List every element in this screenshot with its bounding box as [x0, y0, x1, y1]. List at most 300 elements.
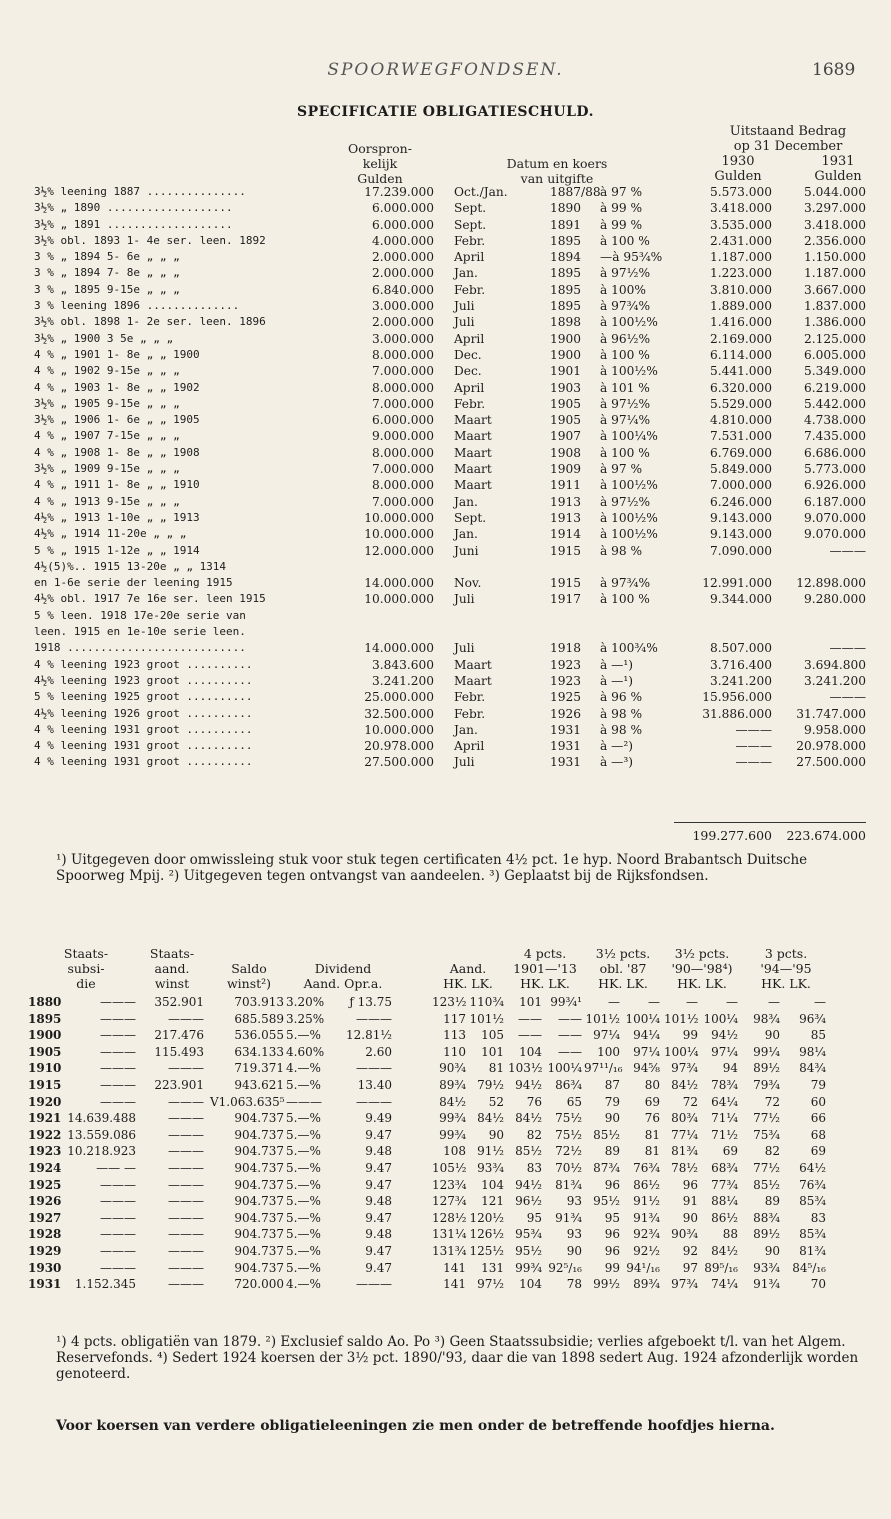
cell-lk2: 81¾	[555, 1177, 582, 1192]
cell-saldo: 904.737	[234, 1111, 284, 1126]
cell-v1930: 3.810.000	[709, 282, 772, 297]
header-aandeel	[140, 946, 204, 991]
cell-hk4: 96	[682, 1177, 698, 1192]
table-row	[34, 674, 866, 690]
cell-v1930: 5.573.000	[709, 185, 772, 199]
cell-lk3: 89¾	[633, 1277, 660, 1292]
cell-aand: ———	[168, 1243, 204, 1258]
cell-hk5: 85½	[753, 1177, 780, 1192]
cell-year: 1887/88	[550, 185, 601, 199]
cell-lk3: 80	[644, 1077, 660, 1092]
cell-lk2: 99¾¹	[550, 995, 582, 1009]
cell-saldo: 685.589	[234, 1011, 284, 1026]
cell-year: 1905	[550, 413, 582, 428]
cell-orig: 8.000.000	[371, 445, 434, 460]
cell-v1931: 9.070.000	[803, 510, 866, 525]
cell-orig: 7.000.000	[371, 396, 434, 411]
header-line: HK. LK.	[761, 976, 811, 991]
cell-rate: à 100 %	[600, 592, 650, 607]
cell-lk1: 120½	[469, 1210, 504, 1225]
cell-year: 1926	[550, 706, 582, 721]
cell-year: 1911	[550, 478, 582, 493]
cell-hk2: ——	[518, 1028, 542, 1043]
cell-hk5: 75¾	[753, 1127, 780, 1142]
cell-month: Juni	[454, 543, 479, 558]
cell-lk2: 90	[566, 1243, 582, 1258]
cell-v1931: 5.442.000	[803, 396, 866, 411]
table-row	[28, 1144, 868, 1161]
cell-month: Nov.	[454, 576, 482, 591]
header-line: Aand.	[449, 961, 487, 976]
cell-lk2: ——	[558, 1011, 582, 1026]
table-row	[34, 218, 866, 234]
cell-lk1: 104	[481, 1177, 504, 1192]
cell-hk1: 105½	[432, 1160, 467, 1175]
table-row	[34, 185, 866, 201]
cell-rate: à 97¾%	[600, 299, 651, 314]
cell-name: 3½% „ 1906 1- 6e „ „ 1905	[34, 413, 200, 427]
col-header-unit-1931: Gulden	[814, 169, 862, 184]
cell-lk5: 85	[810, 1028, 826, 1043]
cell-lk1: 79½	[477, 1077, 504, 1092]
cell-v1930: 6.320.000	[709, 380, 772, 395]
cell-pct: 5.—%	[286, 1160, 321, 1175]
cell-pct: 5.—%	[286, 1144, 321, 1159]
cell-lk1: 121	[481, 1194, 504, 1209]
cell-lk5: 81¾	[799, 1243, 826, 1258]
col-header-outstanding	[688, 124, 888, 184]
cell-month: April	[454, 380, 485, 395]
cell-hk1: 131¾	[432, 1243, 467, 1258]
table-row	[34, 364, 866, 380]
cell-hk5: 72	[764, 1094, 780, 1109]
cell-name: 4 % „ 1913 9-15e „ „ „	[34, 494, 180, 508]
cell-name: 3 % „ 1894 5- 6e „ „ „	[34, 250, 180, 264]
cell-pct: 4.—%	[286, 1061, 321, 1076]
total-rule	[674, 822, 866, 823]
header-line: aand.	[154, 961, 190, 976]
cell-lk1: 97½	[477, 1277, 504, 1292]
header-line: obl. '87	[599, 961, 647, 976]
cell-y: 1929	[28, 1243, 62, 1258]
cell-rate: à 100½%	[600, 510, 658, 525]
cell-hk1: 84½	[439, 1094, 466, 1109]
cell-rate: à 98 %	[600, 543, 643, 558]
cell-orig: 2.000.000	[371, 266, 434, 281]
table-row	[28, 1211, 868, 1228]
cell-rate: à 97½%	[600, 396, 651, 411]
cell-month: Sept.	[454, 201, 487, 216]
cell-amt: ———	[356, 1277, 392, 1292]
cell-year: 1907	[550, 429, 582, 444]
table-row	[34, 641, 866, 657]
cell-lk1: 110¾	[469, 995, 504, 1009]
cell-v1930: 1.223.000	[709, 266, 772, 281]
cell-amt: 12.81½	[346, 1028, 392, 1043]
cell-aand: ———	[168, 1094, 204, 1109]
cell-lk3: 92½	[633, 1243, 660, 1258]
col-header-original-line: Gulden	[357, 171, 403, 186]
footnote-dividend: ¹) 4 pcts. obligatiën van 1879. ²) Exclusief saldo Ao. Po ³) Geen Staatssubsidie; verlies afgeboekt t/l. van het Algem. Reservefonds. ⁴) Sedert 1924 koersen der 3½ pct. 1890/'93, daar die van 1898 sedert Aug. 1924 afzonderlijk worden genoteerd.	[56, 1334, 859, 1382]
cell-orig: 7.000.000	[371, 494, 434, 509]
cell-lk1: 125½	[469, 1243, 504, 1258]
cell-hk2: 95¾	[515, 1227, 542, 1242]
cell-name: 4 % leening 1931 groot ..........	[34, 739, 253, 753]
cell-name: 3 % „ 1894 7- 8e „ „ „	[34, 266, 180, 280]
cell-name: 3½% obl. 1898 1- 2e ser. leen. 1896	[34, 315, 266, 329]
cell-pct: 4.60%	[286, 1044, 325, 1059]
cell-pct: 5.—%	[286, 1260, 321, 1275]
cell-hk2: 104	[519, 1277, 542, 1292]
cell-v1931: 3.418.000	[803, 217, 866, 232]
cell-rate: à 97¼%	[600, 413, 651, 428]
cell-v1930: 3.716.400	[709, 657, 772, 672]
table-row	[34, 658, 866, 674]
cell-hk2: 96½	[515, 1194, 542, 1209]
cell-v1930: 2.431.000	[709, 233, 772, 248]
total-1931: 223.674.000	[786, 828, 866, 843]
cell-v1931: 6.219.000	[803, 380, 866, 395]
table-row	[28, 1061, 868, 1078]
cell-lk2: ——	[558, 1044, 582, 1059]
cell-hk3: 87¾	[593, 1160, 620, 1175]
cell-v1931: 9.958.000	[803, 722, 866, 737]
cell-rate: à 100½%	[600, 364, 658, 379]
col-header-issue	[452, 156, 662, 186]
cell-y: 1922	[28, 1127, 62, 1142]
cell-name: 3 % „ 1895 9-15e „ „ „	[34, 282, 180, 296]
cell-hk2: 95½	[515, 1243, 542, 1258]
cell-hk3: 90	[604, 1111, 620, 1126]
cell-v1931: 27.500.000	[796, 755, 866, 770]
cell-v1930: 6.769.000	[709, 445, 772, 460]
cell-hk4: 99	[682, 1028, 698, 1043]
table-row	[34, 381, 866, 397]
dividend-price-table	[28, 995, 868, 1294]
cell-saldo: 720.000	[234, 1277, 284, 1292]
cell-lk2: 92⁵/₁₆	[548, 1260, 582, 1275]
header-line: HK. LK.	[443, 976, 493, 991]
cell-v1931: 31.747.000	[796, 706, 866, 721]
cell-lk5: 60	[810, 1094, 826, 1109]
cell-lk2: 91¾	[555, 1210, 582, 1225]
cell-rate: à 100¾%	[600, 641, 658, 656]
cell-pct: 5.—%	[286, 1177, 321, 1192]
header-line: '90—'98⁴)	[671, 961, 733, 976]
cell-hk2: 99¾	[515, 1260, 542, 1275]
cell-amt: 9.47	[365, 1243, 392, 1258]
cell-year: 1909	[550, 462, 582, 477]
cell-amt: 9.49	[365, 1111, 392, 1126]
cell-aand: 352.901	[154, 995, 204, 1009]
cell-hk4: 78½	[671, 1160, 698, 1175]
cell-rate: à —²)	[600, 739, 633, 754]
cell-name: leen. 1915 en 1e-10e serie leen.	[34, 625, 246, 639]
table-row	[28, 1161, 868, 1178]
cell-aand: ———	[168, 1227, 204, 1242]
cell-name: 4 % leening 1923 groot ..........	[34, 657, 253, 671]
cell-saldo: V1.063.635⁵	[210, 1094, 285, 1109]
cell-rate: à 100%	[600, 282, 646, 297]
cell-year: 1918	[550, 641, 582, 656]
cell-hk5: 89½	[753, 1061, 780, 1076]
cell-aand: ———	[168, 1210, 204, 1225]
cell-year: 1903	[550, 380, 582, 395]
cell-v1930: 8.507.000	[709, 641, 772, 656]
cell-hk2: 94½	[515, 1177, 542, 1192]
cell-hk1: 110	[443, 1044, 466, 1059]
cell-sub: ———	[100, 1028, 136, 1043]
cell-hk3: 96	[604, 1177, 620, 1192]
cell-lk3: 91½	[633, 1194, 660, 1209]
cell-y: 1930	[28, 1260, 62, 1275]
cell-month: Maart	[454, 657, 492, 672]
cell-aand: ———	[168, 1127, 204, 1142]
cell-v1930: 9.143.000	[709, 510, 772, 525]
cell-hk1: 90¾	[439, 1061, 466, 1076]
cell-lk4: 69	[722, 1144, 738, 1159]
cell-hk2: ——	[518, 1011, 542, 1026]
cell-lk4: 86½	[711, 1210, 738, 1225]
cell-y: 1931	[28, 1277, 62, 1292]
cell-rate: à —¹)	[600, 657, 633, 672]
cell-pct: ———	[286, 1094, 322, 1109]
total-1930: 199.277.600	[692, 828, 772, 843]
header-line: 4 pcts.	[523, 946, 567, 961]
table-row	[34, 625, 866, 641]
cell-name: 4½% „ 1914 11-20e „ „ „	[34, 527, 187, 541]
cell-rate: à 100½%	[600, 527, 658, 542]
cell-lk5: 96¾	[799, 1011, 826, 1026]
header-line: Staats-	[63, 946, 109, 961]
footnote-reference: Voor koersen van verdere obligatieleeningen zie men onder de betreffende hoofdjes hierna.	[56, 1418, 775, 1434]
cell-sub: ———	[100, 1194, 136, 1209]
header-line: Dividend	[314, 961, 372, 976]
cell-name: 4½(5)%.. 1915 13-20e „ „ 1314	[34, 559, 227, 573]
cell-hk3: 95½	[593, 1194, 620, 1209]
cell-hk1: 141	[443, 1277, 466, 1292]
cell-sub: ———	[100, 1227, 136, 1242]
cell-lk4: —	[726, 995, 738, 1009]
cell-rate: à 100 %	[600, 445, 650, 460]
header-4pct	[506, 946, 584, 991]
cell-hk5: 77½	[753, 1160, 780, 1175]
cell-aand: ———	[168, 1144, 204, 1159]
cell-year: 1895	[550, 266, 582, 281]
cell-orig: 27.500.000	[364, 755, 434, 770]
cell-sub: 1.152.345	[74, 1277, 136, 1292]
table-row	[34, 462, 866, 478]
cell-v1930: 12.991.000	[702, 576, 772, 591]
cell-year: 1900	[550, 347, 582, 362]
cell-amt: 9.48	[365, 1144, 392, 1159]
cell-lk5: 64½	[799, 1160, 826, 1175]
cell-lk3: 94¹/₁₆	[626, 1260, 660, 1275]
table-row	[28, 1111, 868, 1128]
cell-v1931: ———	[829, 690, 866, 705]
cell-hk5: 89½	[753, 1227, 780, 1242]
header-35pct-87	[584, 946, 662, 991]
cell-month: Juli	[454, 315, 475, 330]
cell-name: 4½% leening 1926 groot ..........	[34, 706, 253, 720]
cell-hk1: 141	[443, 1260, 466, 1275]
cell-hk3: 101½	[585, 1011, 620, 1026]
table-row	[34, 592, 866, 608]
cell-month: Oct./Jan.	[454, 185, 508, 199]
cell-lk4: 84½	[711, 1243, 738, 1258]
cell-amt: 9.48	[365, 1194, 392, 1209]
cell-year: 1900	[550, 331, 582, 346]
cell-year: 1915	[550, 576, 582, 591]
table-row	[34, 332, 866, 348]
cell-saldo: 703.913	[234, 995, 284, 1009]
cell-orig: 2.000.000	[371, 315, 434, 330]
col-header-outstanding-line: op 31 December	[733, 139, 843, 154]
header-line: Staats-	[149, 946, 195, 961]
cell-year: 1905	[550, 396, 582, 411]
cell-amt: 9.47	[365, 1127, 392, 1142]
cell-v1930: 7.531.000	[709, 429, 772, 444]
cell-name: 5 % leen. 1918 17e-20e serie van	[34, 608, 246, 622]
cell-sub: ———	[100, 1011, 136, 1026]
page-number: 1689	[812, 60, 856, 80]
cell-hk3: 97¼	[593, 1028, 620, 1043]
cell-hk5: 89	[764, 1194, 780, 1209]
cell-rate: à 97 %	[600, 462, 643, 477]
cell-sub: ———	[100, 1210, 136, 1225]
col-header-issue-line: Datum en koers	[506, 156, 608, 171]
cell-month: Juli	[454, 299, 475, 314]
cell-orig: 2.000.000	[371, 250, 434, 265]
header-line: 3 pcts.	[764, 946, 808, 961]
cell-year: 1923	[550, 657, 582, 672]
cell-name: 4½% obl. 1917 7e 16e ser. leen 1915	[34, 592, 266, 606]
cell-aand: ———	[168, 1277, 204, 1292]
cell-month: Febr.	[454, 706, 486, 721]
cell-hk2: 82	[526, 1127, 542, 1142]
cell-sub: ———	[100, 995, 136, 1009]
cell-name: 4 % „ 1902 9-15e „ „ „	[34, 364, 180, 378]
cell-orig: 6.000.000	[371, 413, 434, 428]
cell-hk4: 72	[682, 1094, 698, 1109]
cell-v1930: 5.529.000	[709, 396, 772, 411]
cell-lk5: 79	[810, 1077, 826, 1092]
cell-aand: ———	[168, 1194, 204, 1209]
cell-y: 1924	[28, 1160, 62, 1175]
table-row	[28, 1244, 868, 1261]
cell-v1930: 7.090.000	[709, 543, 772, 558]
cell-lk5: 68	[810, 1127, 826, 1142]
cell-v1931: 5.773.000	[803, 462, 866, 477]
cell-lk1: 90	[488, 1127, 504, 1142]
cell-lk2: 78	[566, 1277, 582, 1292]
cell-lk5: 85¾	[799, 1194, 826, 1209]
table-row	[28, 1277, 868, 1294]
cell-v1931: 6.187.000	[803, 494, 866, 509]
cell-orig: 10.000.000	[364, 527, 434, 542]
cell-v1931: 4.738.000	[803, 413, 866, 428]
cell-name: 3½% „ 1905 9-15e „ „ „	[34, 396, 180, 410]
cell-v1930: 6.246.000	[709, 494, 772, 509]
cell-v1931: 12.898.000	[796, 576, 866, 591]
cell-year: 1931	[550, 739, 582, 754]
cell-rate: à 100 %	[600, 233, 650, 248]
table-row	[28, 1128, 868, 1145]
cell-pct: 4.—%	[286, 1277, 321, 1292]
cell-v1931: 5.349.000	[803, 364, 866, 379]
cell-month: Febr.	[454, 282, 486, 297]
cell-hk1: 123¾	[432, 1177, 467, 1192]
cell-month: Sept.	[454, 510, 487, 525]
cell-hk5: 77½	[753, 1111, 780, 1126]
cell-orig: 6.840.000	[371, 282, 434, 297]
cell-y: 1880	[28, 995, 62, 1009]
table-row	[34, 283, 866, 299]
cell-lk2: 100¼	[547, 1061, 582, 1076]
cell-year: 1891	[550, 217, 582, 232]
table-row	[34, 690, 866, 706]
cell-lk4: 74¼	[711, 1277, 738, 1292]
cell-orig: 7.000.000	[371, 364, 434, 379]
cell-lk3: 69	[644, 1094, 660, 1109]
cell-saldo: 904.737	[234, 1243, 284, 1258]
cell-v1930: 7.000.000	[709, 478, 772, 493]
header-line: winst²)	[226, 976, 272, 991]
cell-rate: à 96 %	[600, 690, 643, 705]
cell-lk4: 88¼	[711, 1194, 738, 1209]
cell-amt: 9.47	[365, 1260, 392, 1275]
cell-lk4: 94	[722, 1061, 738, 1076]
cell-hk5: 79¾	[753, 1077, 780, 1092]
cell-hk4: 92	[682, 1243, 698, 1258]
table-row	[28, 1227, 868, 1244]
cell-year: 1894	[550, 250, 582, 265]
cell-lk3: 94¼	[633, 1028, 660, 1043]
header-line: winst	[154, 976, 190, 991]
cell-sub: ———	[100, 1177, 136, 1192]
cell-pct: 3.25%	[286, 1011, 325, 1026]
col-header-1930: 1930	[721, 154, 755, 169]
cell-lk5: —	[814, 995, 826, 1009]
cell-lk2: 75½	[555, 1127, 582, 1142]
cell-hk1: 99¾	[439, 1127, 466, 1142]
cell-lk4: 97¼	[711, 1044, 738, 1059]
table-row	[34, 397, 866, 413]
cell-v1931: 6.686.000	[803, 445, 866, 460]
cell-year: 1898	[550, 315, 582, 330]
cell-orig: 8.000.000	[371, 347, 434, 362]
cell-v1931: 2.356.000	[803, 233, 866, 248]
cell-y: 1910	[28, 1061, 62, 1076]
cell-hk1: 128½	[432, 1210, 467, 1225]
cell-hk1: 117	[443, 1011, 466, 1026]
header-35pct-90	[662, 946, 742, 991]
cell-year: 1923	[550, 673, 582, 688]
cell-orig: 14.000.000	[364, 576, 434, 591]
cell-y: 1921	[28, 1111, 62, 1126]
cell-hk5: 93¾	[753, 1260, 780, 1275]
cell-v1931: 1.386.000	[803, 315, 866, 330]
cell-lk5: 85¾	[799, 1227, 826, 1242]
cell-lk3: 94⅝	[633, 1061, 660, 1076]
cell-orig: 6.000.000	[371, 217, 434, 232]
cell-v1931: 1.187.000	[803, 266, 866, 281]
cell-month: Maart	[454, 673, 492, 688]
cell-lk2: 72½	[555, 1144, 582, 1159]
cell-y: 1925	[28, 1177, 62, 1192]
cell-lk4: 68¾	[711, 1160, 738, 1175]
header-line: '94—'95	[760, 961, 812, 976]
